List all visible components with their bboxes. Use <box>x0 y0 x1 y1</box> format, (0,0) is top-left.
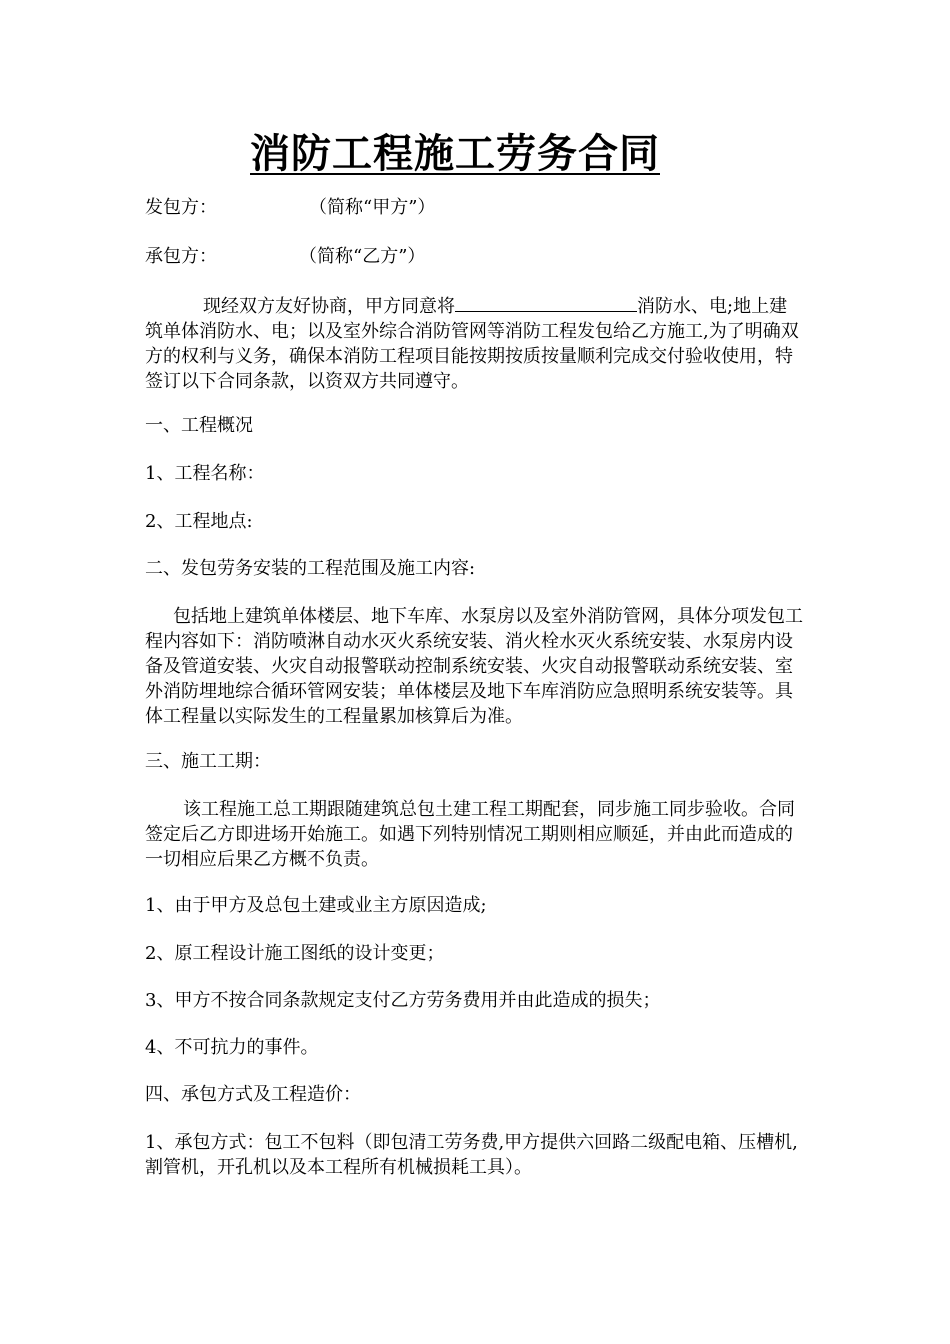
delay-reason-2: 2、原工程设计施工图纸的设计变更； <box>145 943 445 964</box>
party-a-label: 发包方： <box>145 197 217 218</box>
project-name-item: 1、工程名称： <box>145 463 265 484</box>
project-location-item: 2、工程地点: <box>145 511 253 532</box>
party-b-abbreviation: （简称“乙方”） <box>299 246 426 267</box>
party-b-label: 承包方： <box>145 246 217 267</box>
schedule-paragraph: 该工程施工总工期跟随建筑总包土建工程工期配套，同步施工同步验收。合同签定后乙方即进场开始施工。如遇下列特别情况工期则相应顺延，并由此而造成的一切相应后果乙方概不负责。 <box>145 799 795 870</box>
party-b-line <box>145 245 425 269</box>
project-name-blank <box>455 293 637 312</box>
section2-heading: 二、发包劳务安装的工程范围及施工内容: <box>145 558 476 579</box>
contract-method-item: 1、承包方式：包工不包料（即包清工劳务费,甲方提供六回路二级配电箱、压槽机,割管机，开孔机以及本工程所有机械损耗工具）。 <box>145 1132 798 1178</box>
delay-reason-4: 4、不可抗力的事件。 <box>145 1037 319 1058</box>
intro-paragraph: 现经双方友好协商，甲方同意将 消防水、电;地上建筑单体消防水、电；以及室外综合消防管网等消防工程发包给乙方施工,为了明确双方的权利与义务，确保本消防工程项目能按期按质按量顺利完成交付验收使用，特签订以下合同条款，以资双方共同遵守。 <box>145 293 805 394</box>
party-a-line <box>145 196 435 220</box>
section3-heading: 三、施工工期： <box>145 751 271 772</box>
contract-title: 消防工程施工劳务合同 <box>250 130 660 177</box>
section4-heading: 四、承包方式及工程造价： <box>145 1084 361 1105</box>
section1-heading: 一、工程概况 <box>145 415 253 436</box>
delay-reason-3: 3、甲方不按合同条款规定支付乙方劳务费用并由此造成的损失； <box>145 990 661 1011</box>
delay-reason-1: 1、由于甲方及总包土建或业主方原因造成; <box>145 895 487 916</box>
scope-paragraph: 包括地上建筑单体楼层、地下车库、水泵房以及室外消防管网，具体分项发包工程内容如下：消防喷淋自动水灭火系统安装、消火栓水灭火系统安装、水泵房内设备及管道安装、火灾自动报警联动控制系统安装、火灾自动报警联动系统安装、室外消防埋地综合循环管网安装；单体楼层及地下车库消防应急照明系统安装等。具体工程量以实际发生的工程量累加核算后为准。 <box>145 606 803 727</box>
party-a-abbreviation: （简称“甲方”） <box>309 197 436 218</box>
